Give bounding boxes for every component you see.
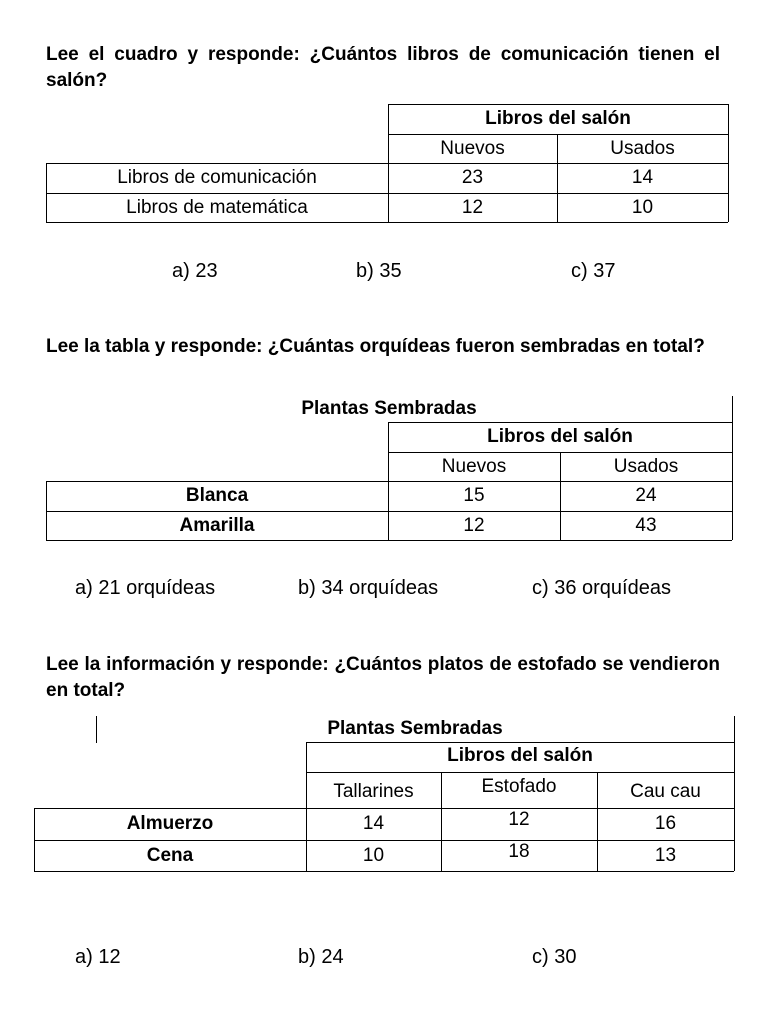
table-3-cell: 13 bbox=[654, 844, 677, 866]
table-2-col-header: Nuevos bbox=[441, 455, 507, 477]
table-3-cell: 10 bbox=[362, 844, 385, 866]
table-3-col-header: Cau cau bbox=[630, 781, 701, 802]
table-3-col-header: Estofado bbox=[481, 776, 557, 797]
table-2-title: Plantas Sembradas bbox=[301, 398, 477, 419]
table-2-group-header: Libros del salón bbox=[487, 426, 633, 447]
question-3-text: Lee la información y responde: ¿Cuántos platos de estofado se vendieron en total? bbox=[46, 654, 720, 701]
table-3-col-header: Tallarines bbox=[333, 781, 414, 802]
question-1-option-c[interactable]: c) 37 bbox=[571, 260, 616, 282]
question-3-option-a[interactable]: a) 12 bbox=[75, 946, 121, 968]
table-1-cell: 14 bbox=[631, 167, 654, 188]
table-1-col-header: Usados bbox=[610, 137, 675, 159]
question-2-option-a[interactable]: a) 21 orquídeas bbox=[75, 577, 216, 599]
table-3-cell: 12 bbox=[508, 809, 530, 830]
question-1-option-a[interactable]: a) 23 bbox=[172, 260, 218, 282]
table-2-cell: 12 bbox=[463, 514, 485, 536]
question-1-option-b[interactable]: b) 35 bbox=[356, 260, 402, 282]
question-2-text: Lee la tabla y responde: ¿Cuántas orquídeas fueron sembradas en total? bbox=[46, 336, 705, 357]
table-3-row-label: Cena bbox=[146, 844, 194, 866]
table-3-cell: 16 bbox=[654, 813, 677, 834]
table-3-title: Plantas Sembradas bbox=[327, 718, 503, 739]
question-2-option-b[interactable]: b) 34 orquídeas bbox=[298, 577, 439, 599]
question-2-option-c[interactable]: c) 36 orquídeas bbox=[532, 577, 671, 599]
table-1-row-label: Libros de comunicación bbox=[117, 167, 317, 188]
table-2-row-label: Amarilla bbox=[179, 514, 255, 536]
table-2-cell: 24 bbox=[635, 485, 657, 506]
table-1-group-header: Libros del salón bbox=[485, 108, 631, 129]
question-3-option-c[interactable]: c) 30 bbox=[532, 946, 577, 968]
table-2-cell: 43 bbox=[635, 514, 657, 536]
question-1-text: Lee el cuadro y responde: ¿Cuántos libros de comunicación tienen el salón? bbox=[46, 44, 720, 91]
table-3-group-header: Libros del salón bbox=[447, 744, 593, 766]
table-2-cell: 15 bbox=[463, 485, 485, 506]
table-2-col-header: Usados bbox=[613, 455, 679, 477]
table-3-row-label: Almuerzo bbox=[126, 813, 214, 834]
table-3-cell: 14 bbox=[362, 813, 385, 834]
table-1-cell: 10 bbox=[631, 196, 654, 218]
table-2-row-label: Blanca bbox=[185, 485, 249, 506]
table-1-cell: 23 bbox=[461, 167, 484, 188]
table-3-cell: 18 bbox=[508, 841, 530, 862]
table-1-col-header: Nuevos bbox=[440, 137, 505, 159]
table-1-cell: 12 bbox=[461, 196, 484, 218]
table-1-row-label: Libros de matemática bbox=[126, 196, 308, 218]
question-3-option-b[interactable]: b) 24 bbox=[298, 946, 344, 968]
